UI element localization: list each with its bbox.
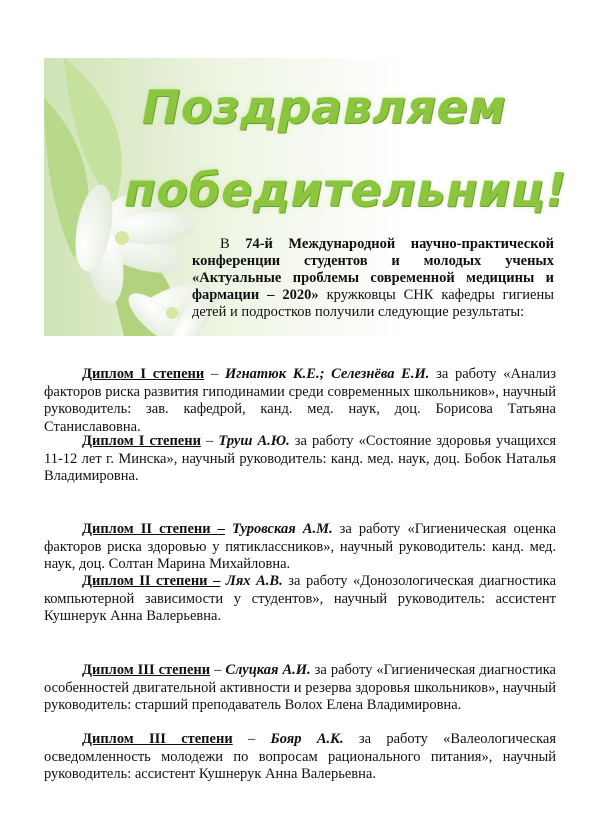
award-paragraph <box>44 573 556 626</box>
award-names: Труш А.Ю. <box>218 433 290 449</box>
award-degree: Диплом III степени <box>82 662 211 678</box>
intro-suffix: кружковцы СНК кафедры гигиены детей и подростков получили следующие результаты: <box>192 287 554 320</box>
award-names: Игнатюк К.Е.; Селезнёва Е.И. <box>224 366 430 382</box>
intro-prefix: В <box>220 236 246 252</box>
award-paragraph <box>44 521 556 574</box>
award-degree: Диплом I степени <box>82 433 201 449</box>
award-text: за работу «Анализ факторов риска развития гиподинамии среди современных школьников», научный руководитель: зав. кафедрой, канд. мед. наук, доц. Борисова Татьяна Станиславовна. <box>44 366 556 435</box>
award-dash: – <box>200 433 219 449</box>
title-line-1: Поздравляем <box>141 80 507 134</box>
award-paragraph <box>44 433 556 486</box>
award-names: Бояр А.К. <box>270 731 344 747</box>
award-paragraph <box>44 662 556 715</box>
award-text: за работу «Гигиеническая оценка факторов риска здоровью у пятиклассников», научный руководитель: канд. мед. наук, доц. Солтан Марина Михайловна. <box>44 521 557 572</box>
conference-name: 74-й Международной научно-практической конференции студентов и молодых ученых «Актуальные проблемы современной медицины и фармации – 2020» <box>192 236 554 303</box>
award-names: Лях А.В. <box>225 573 283 589</box>
award-names: Слуцкая А.И. <box>225 662 311 678</box>
award-dash: – <box>232 731 271 747</box>
award-text: за работу «Гигиеническая диагностика особенностей двигательной активности и резерва здоровья школьников», научный руководитель: старший преподаватель Волох Елена Владимировна. <box>44 662 556 713</box>
award-names: Туровская А.М. <box>232 521 333 537</box>
award-paragraph <box>44 366 556 436</box>
intro-paragraph <box>192 236 554 321</box>
award-paragraph <box>44 731 556 784</box>
award-degree: Диплом I степени <box>82 366 205 382</box>
award-degree: Диплом III степени <box>82 731 233 747</box>
award-text: за работу «Донозологическая диагностика компьютерной зависимости у студентов», научный руководитель: ассистент Кушнерук Анна Валерьевна. <box>44 573 556 624</box>
award-degree: Диплом II степени – <box>82 521 225 537</box>
award-degree: Диплом II степени – <box>82 573 221 589</box>
award-text: за работу «Валеологическая осведомленность молодежи по вопросам рационального питания», научный руководитель: ассистент Кушнерук Анна Валерьевна. <box>44 731 557 782</box>
award-dash <box>225 521 232 537</box>
award-dash: – <box>210 662 226 678</box>
award-text: за работу «Состояние здоровья учащихся 11-12 лет г. Минска», научный руководитель: канд. мед. наук, доц. Бобок Наталья Владимировна. <box>44 433 557 484</box>
title-line-2: победительниц! <box>124 163 567 217</box>
award-dash: – <box>204 366 225 382</box>
